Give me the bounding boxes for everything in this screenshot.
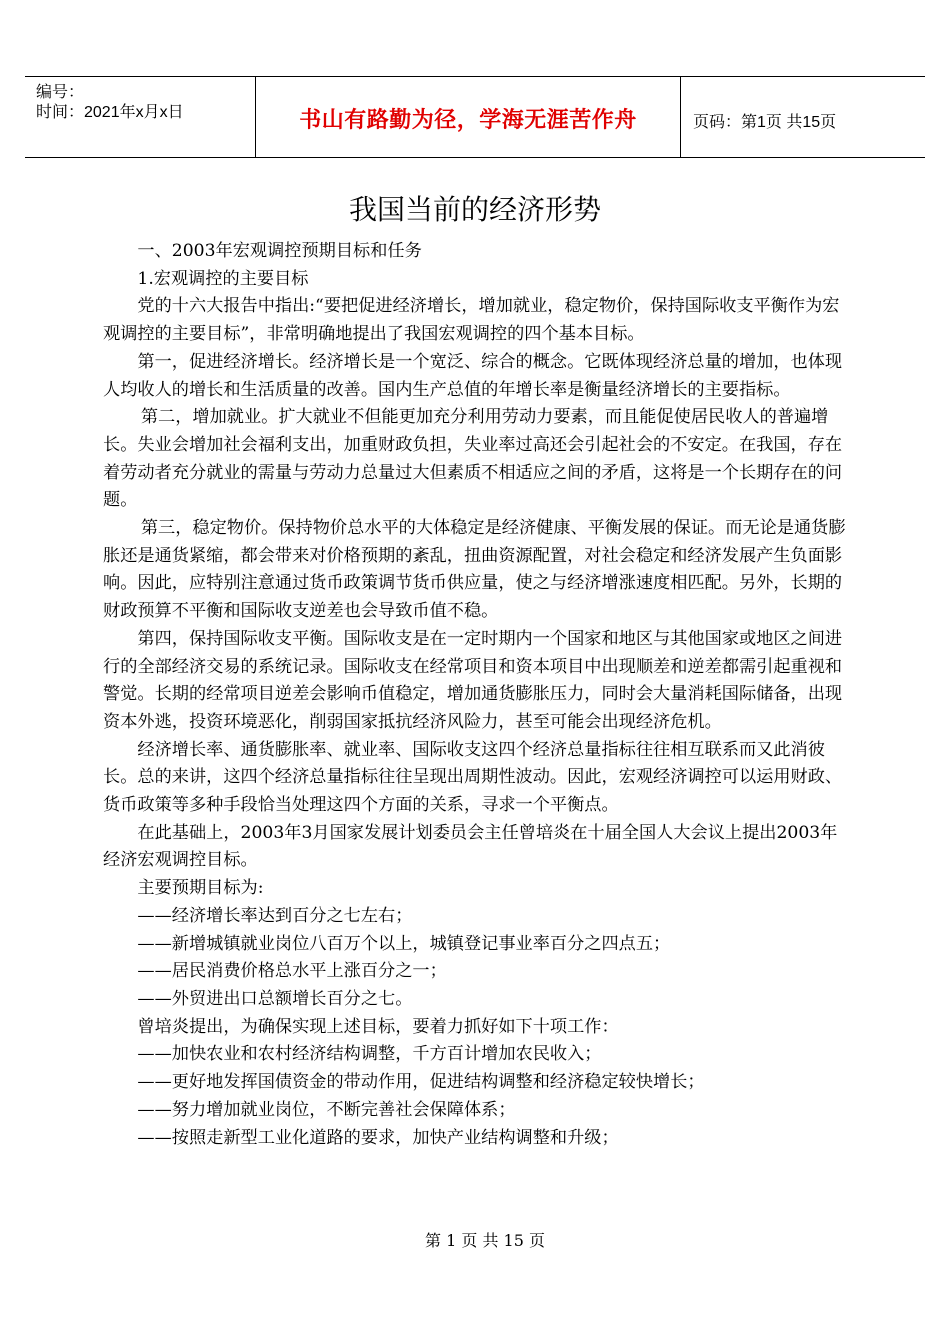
task-item: ——努力增加就业岗位，不断完善社会保障体系； <box>137 1099 516 1120</box>
document-body <box>103 238 847 1152</box>
header-page-info: 页码：第1页 共15页 <box>693 114 837 131</box>
header-meta <box>25 77 255 157</box>
page-title: 我国当前的经济形势 <box>348 193 601 226</box>
paragraph: 在此基础上，2003年3月国家发展计划委员会主任曾培炎在十届全国人大会议上提出2003年经济宏观调控目标。 <box>103 822 838 871</box>
section-heading: 一、2003年宏观调控预期目标和任务 <box>137 241 422 261</box>
header-motto: 书山有路勤为径，学海无涯苦作舟 <box>299 108 637 133</box>
page-header <box>25 76 925 158</box>
subsection-heading: 1.宏观调控的主要目标 <box>137 268 309 289</box>
paragraph: 第三，稳定物价。保持物价总水平的大体稳定是经济健康、平衡发展的保证。而无论是通货膨胀还是通货紧缩，都会带来对价格预期的紊乱，扭曲资源配置，对社会稳定和经济发展产生负面影响。因此，应特别注意通过货币政策调节货币供应量，使之与经济增涨速度相匹配。另外，长期的财政预算不平衡和国际收支逆差也会导致币值不稳。 <box>103 518 846 622</box>
paragraph: 党的十六大报告中指出:“要把促进经济增长，增加就业，稳定物价，保持国际收支平衡作为宏观调控的主要目标”，非常明确地提出了我国宏观调控的四个基本目标。 <box>103 296 840 345</box>
task-item: ——加快农业和农村经济结构调整，千方百计增加农民收入； <box>137 1044 602 1065</box>
header-motto-cell <box>255 77 681 157</box>
goal-item: ——经济增长率达到百分之七左右； <box>137 905 413 926</box>
tasks-intro: 曾培炎提出，为确保实现上述目标，要着力抓好如下十项工作： <box>137 1016 619 1037</box>
task-item: ——按照走新型工业化道路的要求，加快产业结构调整和升级； <box>137 1127 619 1148</box>
document-number-label: 编号： <box>36 84 85 101</box>
goal-item: ——居民消费价格总水平上涨百分之一； <box>137 961 447 982</box>
task-item: ——更好地发挥国债资金的带动作用，促进结构调整和经济稳定较快增长； <box>137 1072 705 1093</box>
paragraph: 主要预期目标为: <box>137 878 264 899</box>
goal-item: ——新增城镇就业岗位八百万个以上，城镇登记事业率百分之四点五； <box>137 933 671 954</box>
paragraph: 第一，促进经济增长。经济增长是一个宽泛、综合的概念。它既体现经济总量的增加，也体现人均收人的增长和生活质量的改善。国内生产总值的年增长率是衡量经济增长的主要指标。 <box>103 351 843 400</box>
goal-item: ——外贸进出口总额增长百分之七。 <box>137 988 413 1009</box>
paragraph: 经济增长率、通货膨胀率、就业率、国际收支这四个经济总量指标往往相互联系而又此消彼长。总的来讲，这四个经济总量指标往往呈现出周期性波动。因此，宏观经济调控可以运用财政、货币政策等多种手段恰当处理这四个方面的关系，寻求一个平衡点。 <box>103 739 843 816</box>
page-footer: 第 1 页 共 15 页 <box>425 1231 545 1250</box>
paragraph: 第二，增加就业。扩大就业不但能更加充分利用劳动力要素，而且能促使居民收人的普遍增长。失业会增加社会福利支出，加重财政负担，失业率过高还会引起社会的不安定。在我国，存在着劳动者充分就业的需量与劳动力总量过大但素质不相适应之间的矛盾，这将是一个长期存在的问题。 <box>103 407 843 511</box>
document-time-label: 时间：2021年x月x日 <box>36 104 184 121</box>
paragraph: 第四，保持国际收支平衡。国际收支是在一定时期内一个国家和地区与其他国家或地区之间进行的全部经济交易的系统记录。国际收支在经常项目和资本项目中出现顺差和逆差都需引起重视和警觉。长期的经常项目逆差会影响币值稳定，增加通货膨胀压力，同时会大量消耗国际储备，出现资本外逃，投资环境恶化，削弱国家抵抗经济风险力，甚至可能会出现经济危机。 <box>103 628 843 732</box>
